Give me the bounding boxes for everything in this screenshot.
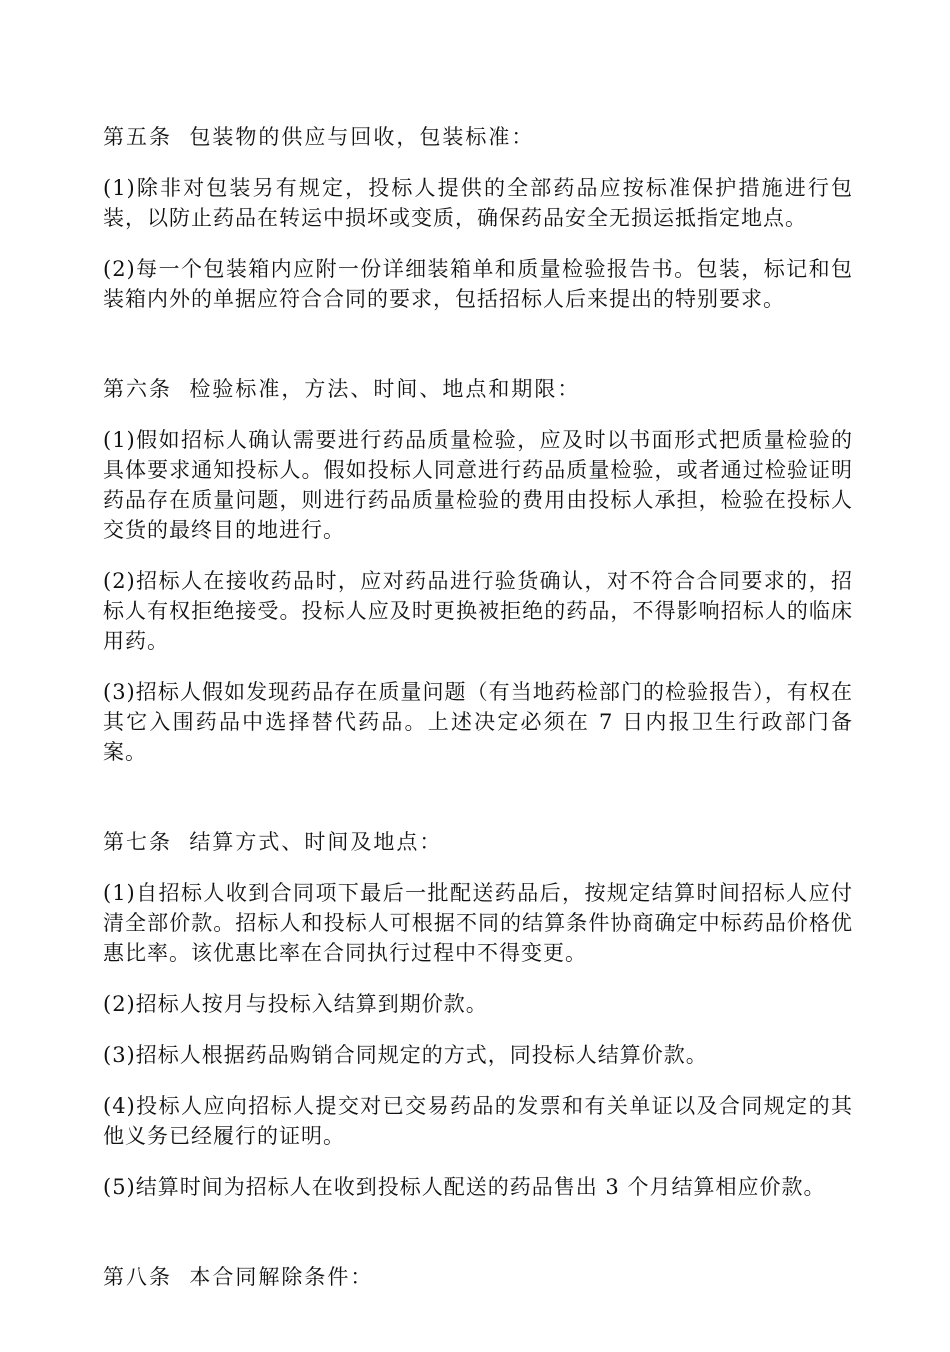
paragraph: (1)自招标人收到合同项下最后一批配送药品后，按规定结算时间招标人应付清全部价款。招标人和投标人可根据不同的结算条件协商确定中标药品价格优惠比率。该优惠比率在合同执行过程中不得变更。 — [103, 881, 853, 965]
section-heading: 第五条 包装物的供应与回收，包装标准： — [103, 125, 535, 149]
paragraph: (5)结算时间为招标人在收到投标人配送的药品售出 3 个月结算相应价款。 — [103, 1175, 826, 1199]
document-body — [103, 122, 853, 1352]
paragraph: (2)招标人在接收药品时，应对药品进行验货确认，对不符合合同要求的，招标人有权拒绝接受。投标人应及时更换被拒绝的药品，不得影响招标人的临床用药。 — [103, 569, 853, 653]
section-article-8 — [103, 1262, 853, 1292]
paragraph: (4)投标人应向招标人提交对已交易药品的发票和有关单证以及合同规定的其他义务已经履行的证明。 — [103, 1094, 853, 1148]
section-article-7 — [103, 827, 853, 1202]
section-article-5 — [103, 122, 853, 314]
section-heading: 第八条 本合同解除条件： — [103, 1265, 374, 1289]
section-article-6 — [103, 374, 853, 767]
paragraph: (2)招标人按月与投标入结算到期价款。 — [103, 992, 488, 1016]
paragraph: (3)招标人根据药品购销合同规定的方式，同投标人结算价款。 — [103, 1043, 708, 1067]
paragraph: (3)招标人假如发现药品存在质量问题（有当地药检部门的检验报告），有权在其它入围药品中选择替代药品。上述决定必须在 7 日内报卫生行政部门备案。 — [103, 680, 853, 764]
section-heading: 第六条 检验标准，方法、时间、地点和期限： — [103, 377, 581, 401]
paragraph: (1)除非对包装另有规定，投标人提供的全部药品应按标准保护措施进行包装，以防止药品在转运中损坏或变质，确保药品安全无损运抵指定地点。 — [103, 176, 853, 230]
section-heading: 第七条 结算方式、时间及地点： — [103, 830, 443, 854]
paragraph: (1)假如招标人确认需要进行药品质量检验，应及时以书面形式把质量检验的具体要求通知投标人。假如投标人同意进行药品质量检验，或者通过检验证明药品存在质量问题，则进行药品质量检验的费用由投标人承担，检验在投标人交货的最终目的地进行。 — [103, 428, 853, 542]
paragraph: (2)每一个包装箱内应附一份详细装箱单和质量检验报告书。包装，标记和包装箱内外的单据应符合合同的要求，包括招标人后来提出的特别要求。 — [103, 257, 853, 311]
